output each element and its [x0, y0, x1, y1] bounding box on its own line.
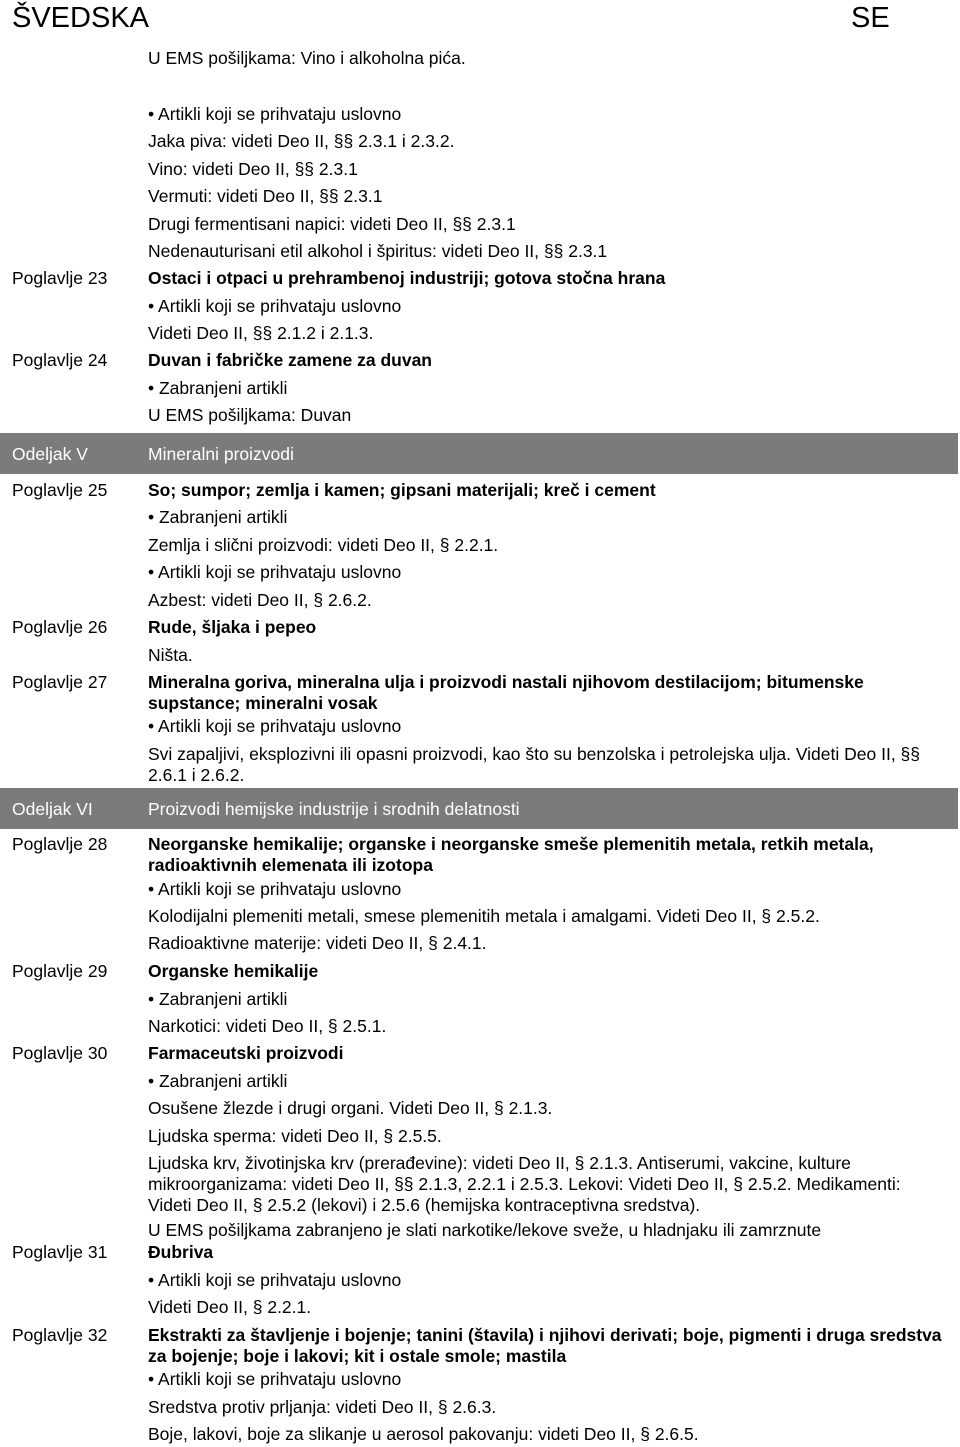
- section-header: [0, 788, 958, 829]
- line-text: Drugi fermentisani napici: videti Deo II, §§ 2.3.1: [148, 214, 516, 234]
- line-text: • Artikli koji se prihvataju uslovno: [148, 104, 402, 124]
- chapter-label: Poglavlje 32: [12, 1325, 108, 1345]
- chapter-title: Organske hemikalije: [148, 961, 319, 981]
- line-text: • Artikli koji se prihvataju uslovno: [148, 562, 402, 582]
- section-title: Mineralni proizvodi: [148, 444, 294, 464]
- line-text: • Zabranjeni artikli: [148, 989, 288, 1009]
- line-text: Jaka piva: videti Deo II, §§ 2.3.1 i 2.3.2.: [148, 131, 455, 151]
- country-title: ŠVEDSKA: [12, 2, 149, 34]
- chapter-title: Rude, šljaka i pepeo: [148, 617, 317, 637]
- chapter-label: Poglavlje 29: [12, 961, 108, 981]
- line-text: • Zabranjeni artikli: [148, 1071, 288, 1091]
- line-text: Videti Deo II, §§ 2.1.2 i 2.1.3.: [148, 323, 374, 343]
- chapter-label: Poglavlje 28: [12, 834, 108, 854]
- section-label: Odeljak V: [12, 444, 88, 464]
- section-title: Proizvodi hemijske industrije i srodnih delatnosti: [148, 799, 520, 819]
- line-text: Azbest: videti Deo II, § 2.6.2.: [148, 590, 372, 610]
- section-header: [0, 433, 958, 474]
- line-text: Osušene žlezde i drugi organi. Videti Deo II, § 2.1.3.: [148, 1098, 553, 1118]
- chapter-label: Poglavlje 27: [12, 672, 108, 692]
- line-text: • Artikli koji se prihvataju uslovno: [148, 1270, 402, 1290]
- chapter-title: So; sumpor; zemlja i kamen; gipsani materijali; kreč i cement: [148, 480, 656, 500]
- chapter-label: Poglavlje 23: [12, 268, 108, 288]
- line-text: Svi zapaljivi, eksplozivni ili opasni proizvodi, kao što su benzolska i petrolejska ulja. Videti Deo II, §§ 2.6.1 i 2.6.2.: [148, 744, 921, 785]
- line-text: Videti Deo II, § 2.2.1.: [148, 1297, 312, 1317]
- chapter-label: Poglavlje 24: [12, 350, 108, 370]
- chapter-title: Duvan i fabričke zamene za duvan: [148, 350, 432, 370]
- chapter-title: Farmaceutski proizvodi: [148, 1043, 344, 1063]
- chapter-title: Ekstrakti za štavljenje i bojenje; tanini (štavila) i njihovi derivati; boje, pigmenti i druga sredstva za bojenje; boje i lakovi; kit i ostale smole; mastila: [148, 1325, 942, 1366]
- chapter-label: Poglavlje 26: [12, 617, 108, 637]
- line-text: • Artikli koji se prihvataju uslovno: [148, 296, 402, 316]
- line-text: Vino: videti Deo II, §§ 2.3.1: [148, 159, 358, 179]
- line-text: Zemlja i slični proizvodi: videti Deo II, § 2.2.1.: [148, 535, 499, 555]
- line-text: Narkotici: videti Deo II, § 2.5.1.: [148, 1016, 387, 1036]
- chapter-label: Poglavlje 31: [12, 1242, 108, 1262]
- country-code: SE: [851, 2, 890, 34]
- line-text: U EMS pošiljkama: Duvan: [148, 405, 352, 425]
- chapter-title: Mineralna goriva, mineralna ulja i proizvodi nastali njihovom destilacijom; bitumenske supstance; mineralni vosak: [148, 672, 864, 713]
- line-text: • Artikli koji se prihvataju uslovno: [148, 1369, 402, 1389]
- line-text: Sredstva protiv prljanja: videti Deo II, § 2.6.3.: [148, 1397, 497, 1417]
- chapter-title: Đubriva: [148, 1242, 214, 1262]
- chapter-title: Ostaci i otpaci u prehrambenoj industriji; gotova stočna hrana: [148, 268, 666, 288]
- chapter-label: Poglavlje 30: [12, 1043, 108, 1063]
- line-text: Radioaktivne materije: videti Deo II, § 2.4.1.: [148, 933, 487, 953]
- line-text: • Artikli koji se prihvataju uslovno: [148, 716, 402, 736]
- chapter-title: Neorganske hemikalije; organske i neorganske smeše plemenitih metala, retkih metala, radioaktivnih elemenata ili izotopa: [148, 834, 874, 875]
- line-text: Vermuti: videti Deo II, §§ 2.3.1: [148, 186, 383, 206]
- line-text: Kolodijalni plemeniti metali, smese plemenitih metala i amalgami. Videti Deo II, § 2.5.2.: [148, 906, 820, 926]
- line-text: Nedenauturisani etil alkohol i špiritus: videti Deo II, §§ 2.3.1: [148, 241, 608, 261]
- line-text: Ljudska sperma: videti Deo II, § 2.5.5.: [148, 1126, 442, 1146]
- line-text: Ništa.: [148, 645, 193, 665]
- section-label: Odeljak VI: [12, 799, 93, 819]
- line-text: U EMS pošiljkama: Vino i alkoholna pića.: [148, 48, 466, 68]
- line-text: U EMS pošiljkama zabranjeno je slati narkotike/lekove sveže, u hladnjaku ili zamrznute: [148, 1220, 822, 1240]
- line-text: Ljudska krv, životinjska krv (prerađevine): videti Deo II, § 2.1.3. Antiserumi, vakcine, kulture mikroorganizama: videti Deo II, §§ 2.1.3, 2.2.1 i 2.5.3. Lekovi: Videti Deo II, § 2.5.2. Medikamenti: Videti Deo II, § 2.5.2 (lekovi) i 2.5.6 (hemijska kontraceptivna sredstva).: [148, 1153, 901, 1215]
- line-text: • Artikli koji se prihvataju uslovno: [148, 879, 402, 899]
- line-text: • Zabranjeni artikli: [148, 378, 288, 398]
- chapter-label: Poglavlje 25: [12, 480, 108, 500]
- line-text: • Zabranjeni artikli: [148, 507, 288, 527]
- line-text: Boje, lakovi, boje za slikanje u aerosol pakovanju: videti Deo II, § 2.6.5.: [148, 1424, 699, 1444]
